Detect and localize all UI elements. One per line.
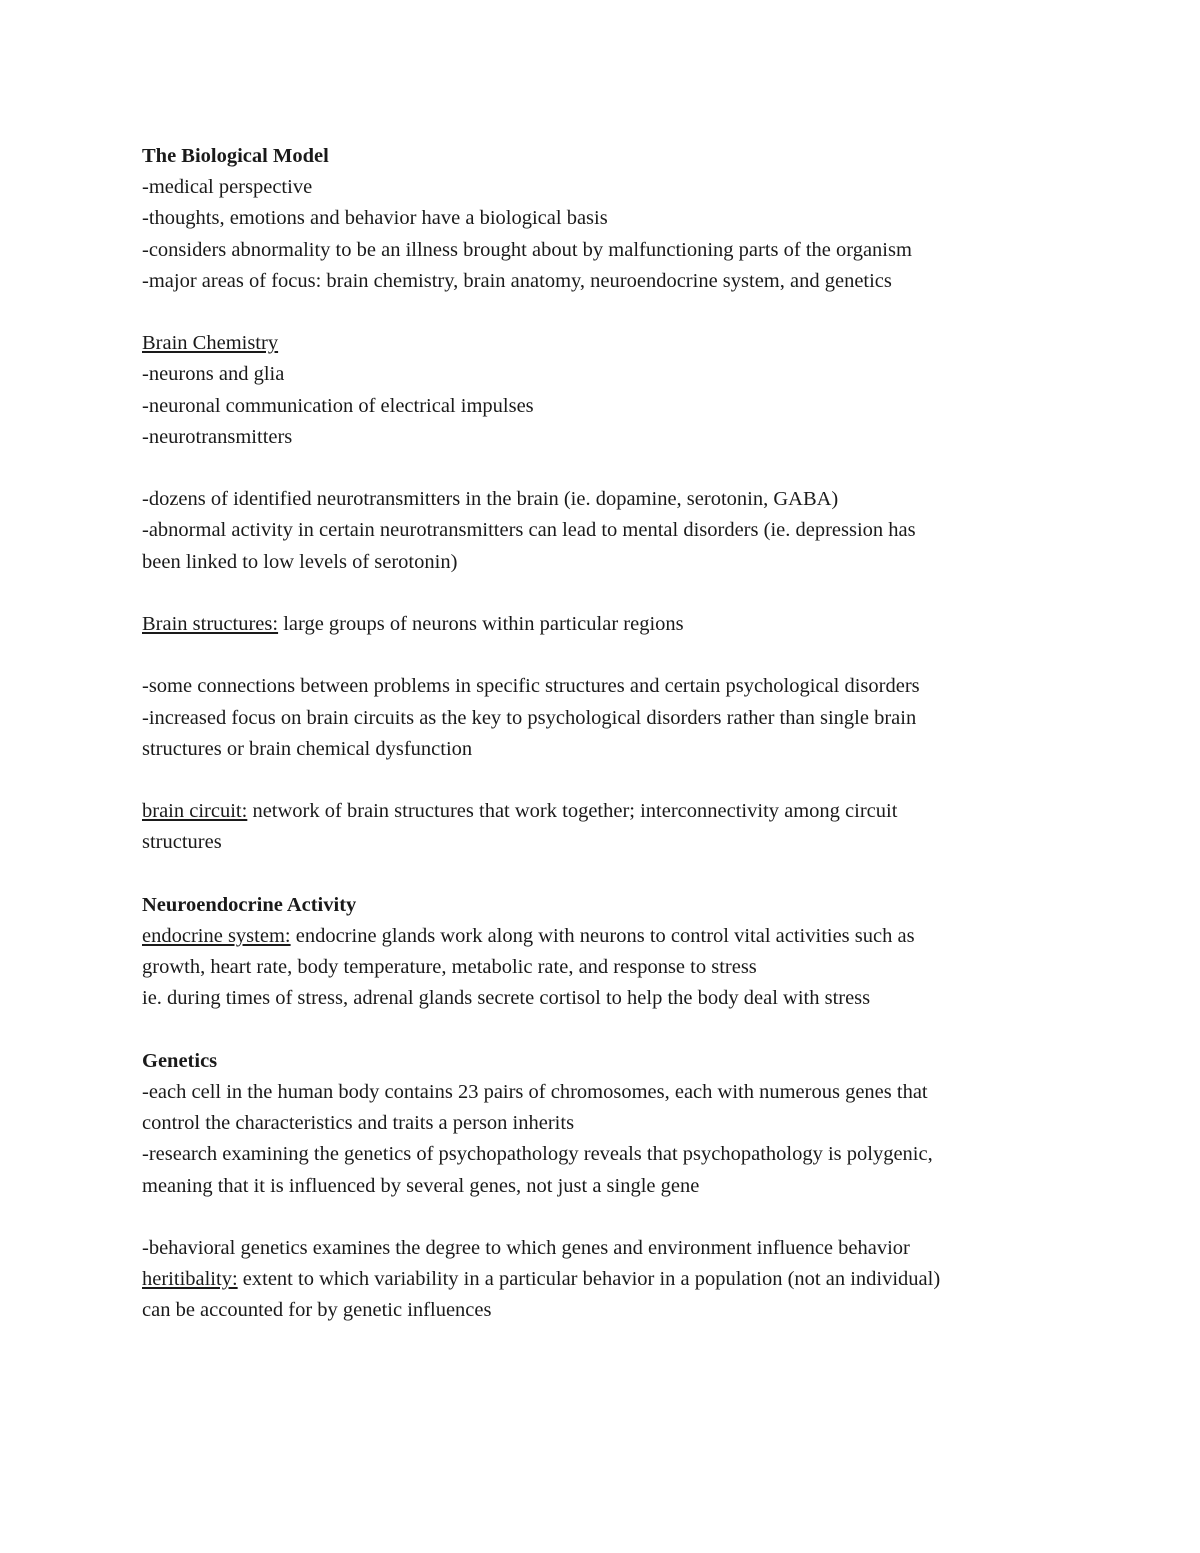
spacer xyxy=(142,765,1072,796)
paragraph-line: structures xyxy=(142,831,222,854)
intro-line: -medical perspective xyxy=(142,176,313,199)
paragraph-line: been linked to low levels of serotonin) xyxy=(142,550,458,573)
spacer xyxy=(142,1015,1072,1046)
definition-brain-circuit xyxy=(142,796,1072,827)
intro-line: -thoughts, emotions and behavior have a biological basis xyxy=(142,207,608,230)
paragraph-line: -behavioral genetics examines the degree to which genes and environment influence behavior xyxy=(142,1236,910,1259)
definition-text: extent to which variability in a particular behavior in a population (not an individual) xyxy=(237,1268,941,1291)
paragraph-line: -each cell in the human body contains 23 pairs of chromosomes, each with numerous genes that xyxy=(142,1080,928,1103)
paragraph-line: control the characteristics and traits a person inherits xyxy=(142,1112,575,1135)
paragraph-line: growth, heart rate, body temperature, metabolic rate, and response to stress xyxy=(142,956,757,979)
definition-text: endocrine glands work along with neurons to control vital activities such as xyxy=(290,924,915,947)
section-heading-brain-chemistry: Brain Chemistry xyxy=(142,332,279,355)
list-item: -neurotransmitters xyxy=(142,425,293,448)
paragraph-line: -some connections between problems in specific structures and certain psychological disorders xyxy=(142,675,920,698)
term-brain-circuit: brain circuit: xyxy=(142,800,248,823)
spacer xyxy=(142,578,1072,609)
paragraph-line: -dozens of identified neurotransmitters in the brain (ie. dopamine, serotonin, GABA) xyxy=(142,488,839,511)
paragraph-line: -research examining the genetics of psychopathology reveals that psychopathology is polygenic, xyxy=(142,1143,933,1166)
definition-text: large groups of neurons within particular regions xyxy=(278,613,684,635)
paragraph-line: -increased focus on brain circuits as the key to psychological disorders rather than single brain xyxy=(142,706,917,729)
definition-endocrine-system xyxy=(142,921,1072,952)
spacer xyxy=(142,1202,1072,1233)
paragraph-line: meaning that it is influenced by several genes, not just a single gene xyxy=(142,1174,700,1197)
paragraph-line: -abnormal activity in certain neurotransmitters can lead to mental disorders (ie. depression has xyxy=(142,519,916,542)
list-item: -neuronal communication of electrical impulses xyxy=(142,394,534,417)
intro-line: -considers abnormality to be an illness brought about by malfunctioning parts of the organism xyxy=(142,238,912,261)
spacer xyxy=(142,297,1072,328)
definition-heritibality xyxy=(142,1264,1072,1295)
document-title: The Biological Model xyxy=(142,145,329,167)
intro-line: -major areas of focus: brain chemistry, brain anatomy, neuroendocrine system, and genetics xyxy=(142,269,892,292)
term-brain-structures: Brain structures: xyxy=(142,613,279,635)
section-heading-neuroendocrine: Neuroendocrine Activity xyxy=(142,893,357,916)
spacer xyxy=(142,640,1072,671)
definition-text: network of brain structures that work together; interconnectivity among circuit xyxy=(247,800,898,823)
definition-brain-structures xyxy=(142,609,1072,640)
document-page xyxy=(142,141,1072,1327)
spacer xyxy=(142,453,1072,484)
paragraph-line: structures or brain chemical dysfunction xyxy=(142,737,473,760)
paragraph-line: can be accounted for by genetic influences xyxy=(142,1299,492,1322)
section-heading-genetics: Genetics xyxy=(142,1049,218,1072)
spacer xyxy=(142,859,1072,890)
term-endocrine-system: endocrine system: xyxy=(142,924,291,947)
paragraph-line: ie. during times of stress, adrenal glands secrete cortisol to help the body deal with stress xyxy=(142,987,871,1010)
term-heritibality: heritibality: xyxy=(142,1268,238,1291)
list-item: -neurons and glia xyxy=(142,363,285,386)
